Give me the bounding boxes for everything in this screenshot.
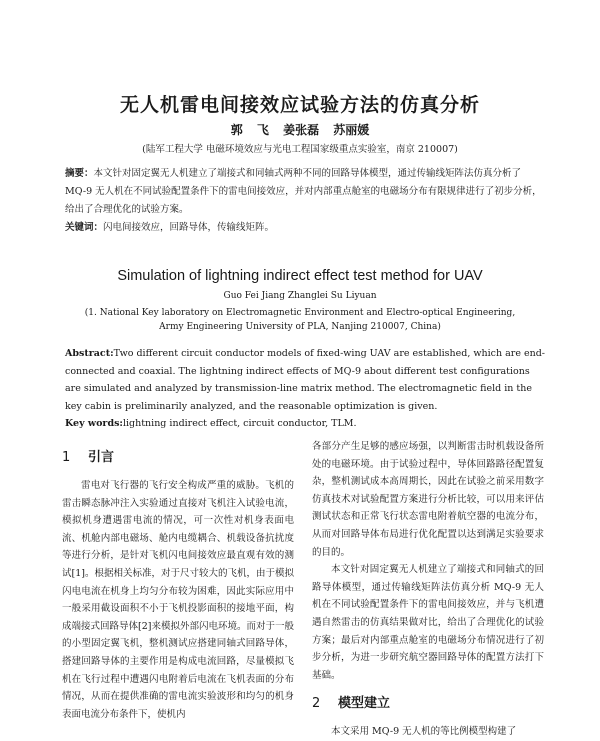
keywords-cn-label: 关键词： xyxy=(65,222,104,233)
body-column-right xyxy=(312,438,544,741)
section-1-heading xyxy=(62,447,294,469)
paper-title-cn: 无人机雷电间接效应试验方法的仿真分析 xyxy=(119,94,480,116)
section-2-first-line: 本文采用 MQ-9 无人机的等比例模型构建了 xyxy=(331,726,517,738)
affiliation-en xyxy=(0,306,600,334)
section-1-number: 1 xyxy=(62,450,71,465)
col2-continuation-paragraph: 各部分产生足够的感应场强，以判断雷击时机载设备所处的电磁环境。由于试验过程中，导体回路路径配置复杂，整机测试成本高周期长，因此在试验之前采用数字仿真技术对试验配置方案进行分析比较，可以用来评估测试状态和正常飞行状态雷电附着航空器的电流分布，从而对回路导体布局进行优化配置以达到满足实验要求的目的。 xyxy=(312,441,544,558)
keywords-cn xyxy=(65,219,545,237)
keywords-cn-text: 闪电间接效应，回路导体，传输线矩阵。 xyxy=(103,222,275,233)
abstract-cn-block xyxy=(65,165,545,237)
affiliation-en-line-1: (1. National Key laboratory on Electromagnetic Environment and Electro-optical Engineering, xyxy=(84,308,516,318)
abstract-en-block xyxy=(65,345,545,433)
abstract-cn-text: 本文针对固定翼无人机建立了端接式和同轴式两种不同的回路导体模型，通过传输线矩阵法仿真分析了 MQ-9 无人机在不同试验配置条件下的雷电间接效应，并对内部重点舱室的电磁场分布有限规律进行了初步分析，给出了合理优化的试验方案。 xyxy=(65,168,542,215)
col2-paragraph-2: 本文针对固定翼无人机建立了端接式和同轴式的回路导体模型，通过传输线矩阵法仿真分析 MQ-9 无人机在不同试验配置条件下的雷电间接效应，并与飞机遭遇自然雷击的仿真结果做对比，给出了合理优化的试验方案；最后对内部重点舱室的电磁场分布情况进行了初步分析，为进一步研究航空器回路导体的配置方法打下基础。 xyxy=(312,564,544,681)
keywords-en-text: lightning indirect effect, circuit conductor, TLM. xyxy=(122,418,357,429)
abstract-cn-label: 摘要： xyxy=(65,168,94,179)
body-column-left xyxy=(62,438,294,723)
authors-en: Guo Fei Jiang Zhanglei Su Liyuan xyxy=(223,291,377,301)
paper-title-en: Simulation of lightning indirect effect test method for UAV xyxy=(117,268,483,284)
keywords-en xyxy=(65,415,545,433)
section-1-title: 引言 xyxy=(88,450,115,465)
abstract-en-text: Two different circuit conductor models of fixed-wing UAV are established, which are end-connected and coaxial. The lightning indirect effects of MQ-9 about different test configurations are simulated and analyzed by transmission-line matrix method. The electromagnetic field in the key cabin is preliminarily analyzed, and the reasonable optimization is given. xyxy=(65,348,546,412)
section-2-title: 模型建立 xyxy=(338,696,391,712)
section-1-paragraph: 雷电对飞行器的飞行安全构成严重的威胁。飞机的雷击瞬态脉冲注入实验通过直接对飞机注入试验电流，模拟机身遭遇雷电流的情况，可一次性对机身表面电流、机舱内部电磁场、舱内电缆耦合、机载设备抗扰度等进行分析，是针对飞机闪电间接效应最直观有效的测试[1]。根据相关标准，对于尺寸较大的飞机，由于模拟闪电电流在机身上均匀分布较为困难，因此实际应用中一般采用截设面积不小于飞机投影面积的接地平面，构成端接式回路导体[2]来模拟外部闪电环境。而对于一般的小型固定翼飞机，整机测试应搭建同轴式回路导体，搭建回路导体的主要作用是构成电流回路，尽量模拟飞机在飞行过程中遭遇闪电附着后电流在飞机表面的分布情况，从而在提供准确的雷电流实验波形和均匀的机身表面电流分布条件下，使机内 xyxy=(62,480,294,720)
authors-cn: 郭 飞 姜张磊 苏丽媛 xyxy=(230,123,370,137)
section-2-number: 2 xyxy=(312,696,321,712)
abstract-cn xyxy=(65,165,545,219)
keywords-en-label: Key words: xyxy=(65,418,123,429)
abstract-en-label: Abstract: xyxy=(65,348,114,359)
affiliation-cn: (陆军工程大学 电磁环境效应与光电工程国家级重点实验室，南京 210007) xyxy=(142,144,458,155)
abstract-en xyxy=(65,345,545,415)
section-2-heading xyxy=(312,693,544,715)
affiliation-en-line-2: Army Engineering University of PLA, Nanjing 210007, China) xyxy=(159,322,441,332)
